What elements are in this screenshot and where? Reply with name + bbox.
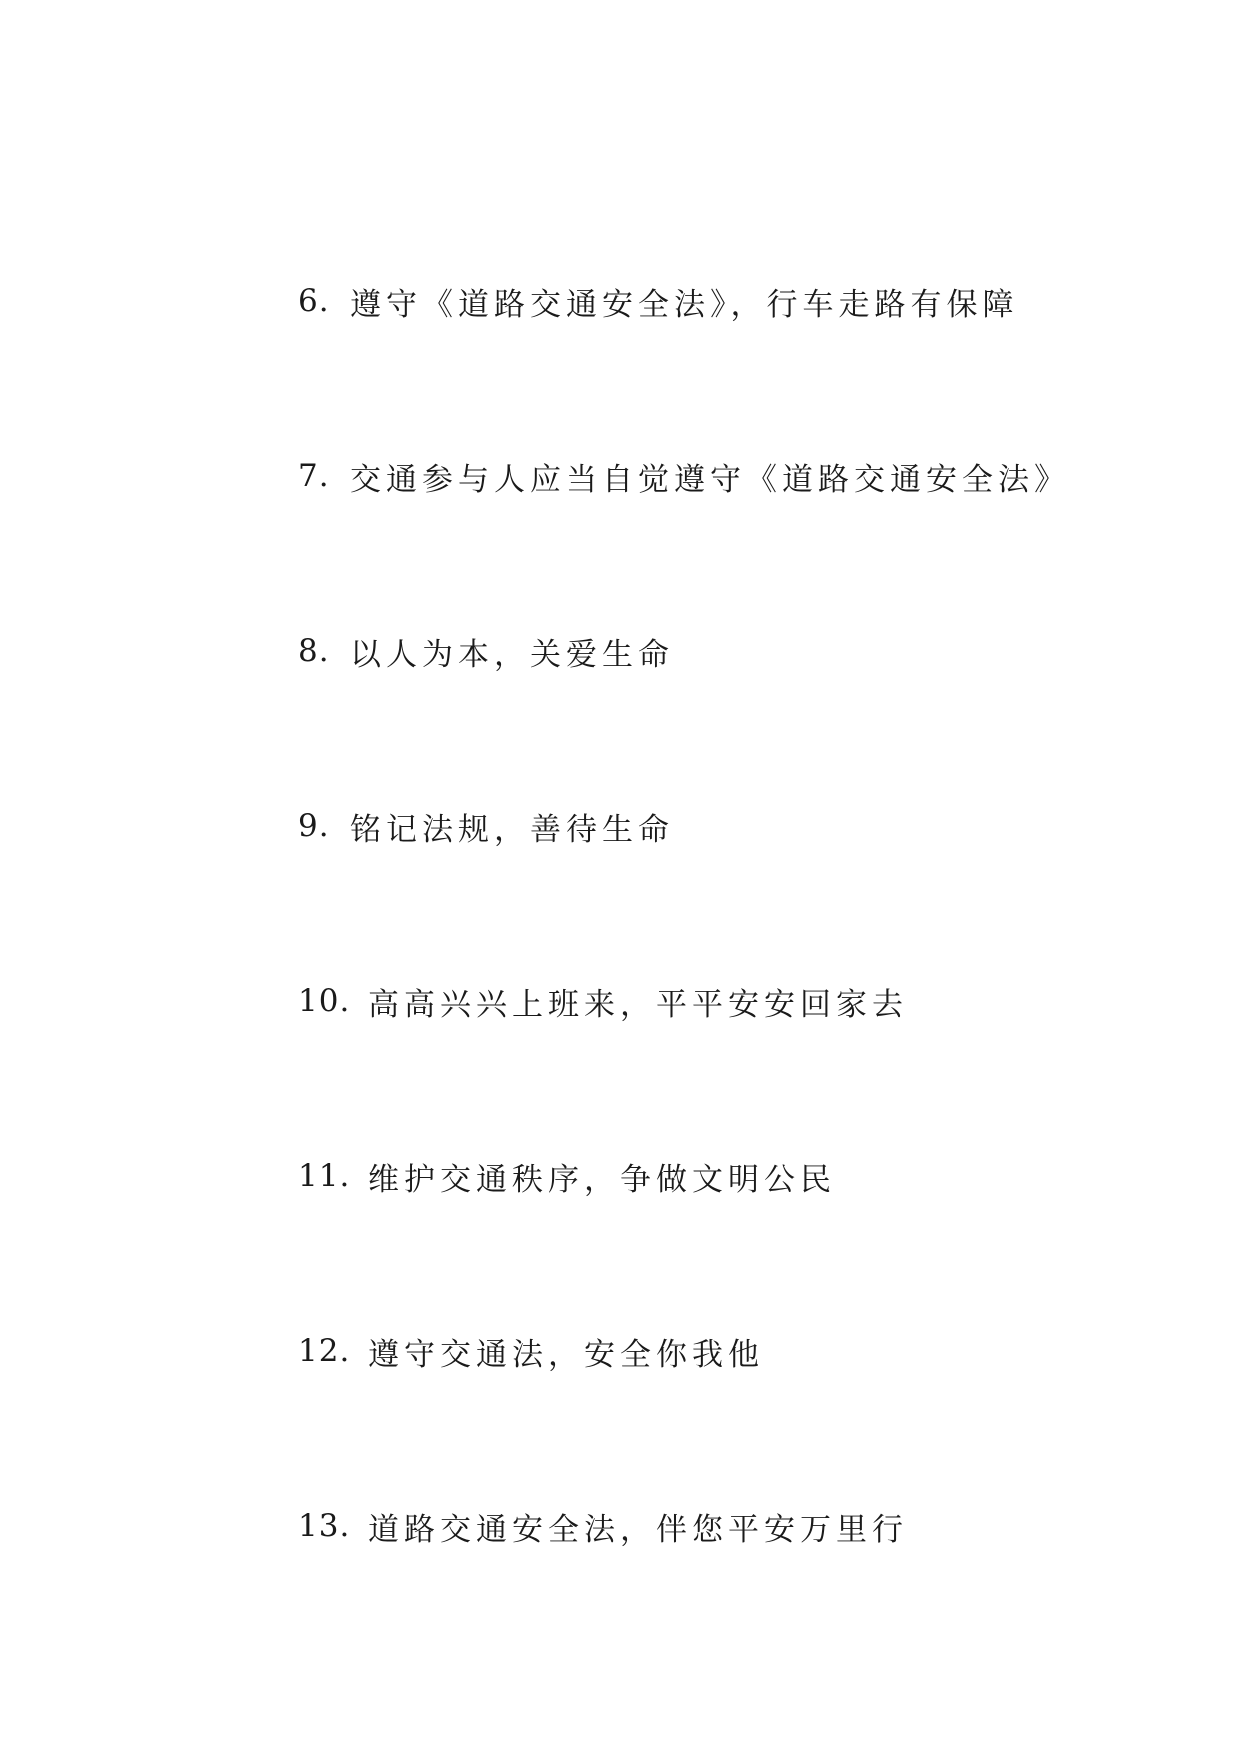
list-item: [298, 629, 674, 673]
list-item-text: 道路交通安全法，伴您平安万里行: [368, 1511, 908, 1548]
list-item-number: 10.: [298, 983, 351, 1019]
list-item-number: 6.: [298, 283, 330, 319]
list-item-text: 以人为本，关爱生命: [350, 636, 674, 673]
list-item-text: 遵守交通法，安全你我他: [368, 1336, 764, 1373]
list-item-number: 7.: [298, 458, 330, 494]
list-item-text: 维护交通秩序，争做文明公民: [368, 1161, 836, 1198]
list-item: [298, 1504, 908, 1548]
list-item-text: 铭记法规，善待生命: [350, 811, 674, 848]
list-item-number: 8.: [298, 633, 330, 669]
list-item: [298, 1329, 764, 1373]
list-item-text: 遵守《道路交通安全法》，行车走路有保障: [350, 286, 1019, 323]
list-item: [298, 279, 1019, 323]
list-item-text: 交通参与人应当自觉遵守《道路交通安全法》: [350, 461, 1070, 498]
list-item: [298, 1154, 836, 1198]
list-item-number: 13.: [298, 1508, 351, 1544]
list-item: [298, 804, 674, 848]
list-item: [298, 454, 1070, 498]
list-item-text: 高高兴兴上班来，平平安安回家去: [368, 986, 908, 1023]
list-item-number: 12.: [298, 1333, 351, 1369]
list-item: [298, 979, 908, 1023]
list-item-number: 11.: [298, 1158, 351, 1194]
list-item-number: 9.: [298, 808, 330, 844]
